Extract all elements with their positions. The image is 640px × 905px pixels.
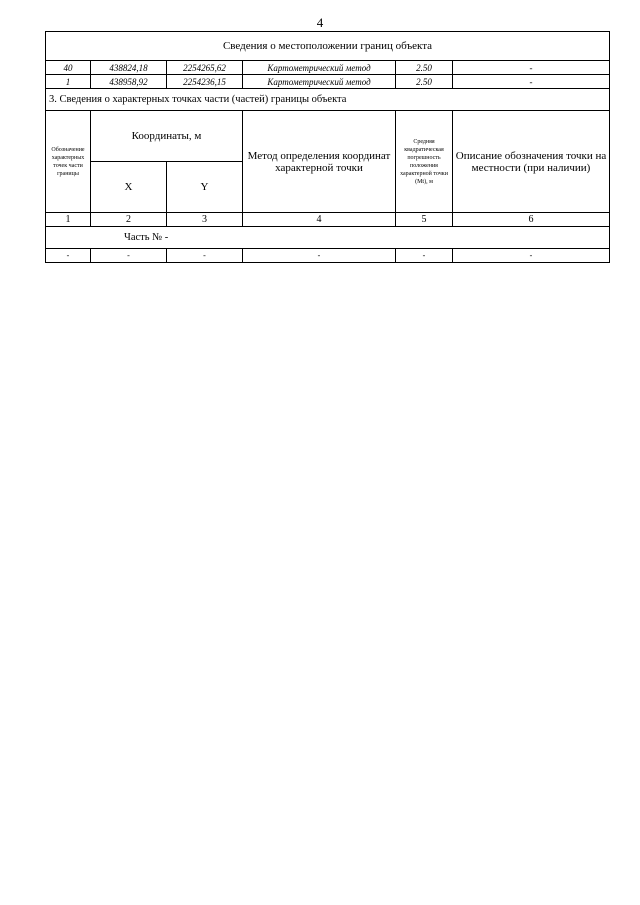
header-coords: Координаты, м: [91, 111, 243, 162]
table-row: [46, 249, 610, 263]
point-cell: -: [46, 249, 91, 263]
method-cell: Картометрический метод: [243, 75, 396, 89]
y-cell: -: [167, 249, 243, 263]
x-cell: 438958,92: [91, 75, 167, 89]
header-accuracy: Средняя квадратическая погрешность положения характерной точки (Мt), м: [396, 111, 453, 213]
y-cell: 2254236,15: [167, 75, 243, 89]
header-x: X: [91, 162, 167, 213]
x-cell: 438824,18: [91, 61, 167, 75]
column-number: 2: [91, 213, 167, 227]
method-cell: -: [243, 249, 396, 263]
column-number: 5: [396, 213, 453, 227]
column-number: 4: [243, 213, 396, 227]
parts-section-title: 3. Сведения о характерных точках части (частей) границы объекта: [46, 89, 610, 111]
table-row: [46, 75, 610, 89]
accuracy-cell: 2.50: [396, 75, 453, 89]
point-cell: 40: [46, 61, 91, 75]
accuracy-cell: 2.50: [396, 61, 453, 75]
header-y: Y: [167, 162, 243, 213]
description-cell: -: [453, 249, 610, 263]
header-method: Метод определения координат характерной точки: [243, 111, 396, 213]
part-label: Часть № -: [46, 227, 610, 249]
column-numbers-row: [46, 213, 610, 227]
column-number: 1: [46, 213, 91, 227]
column-number: 3: [167, 213, 243, 227]
header-point-label: Обозначение характерных точек части границы: [46, 111, 91, 213]
table-row: [46, 61, 610, 75]
column-number: 6: [453, 213, 610, 227]
header-description: Описание обозначения точки на местности (при наличии): [453, 111, 610, 213]
x-cell: -: [91, 249, 167, 263]
page-number: 4: [316, 15, 324, 30]
description-cell: -: [453, 61, 610, 75]
description-cell: -: [453, 75, 610, 89]
boundary-table: [45, 31, 610, 263]
y-cell: 2254265,62: [167, 61, 243, 75]
boundary-section-title: Сведения о местоположении границ объекта: [46, 32, 610, 61]
accuracy-cell: -: [396, 249, 453, 263]
method-cell: Картометрический метод: [243, 61, 396, 75]
point-cell: 1: [46, 75, 91, 89]
